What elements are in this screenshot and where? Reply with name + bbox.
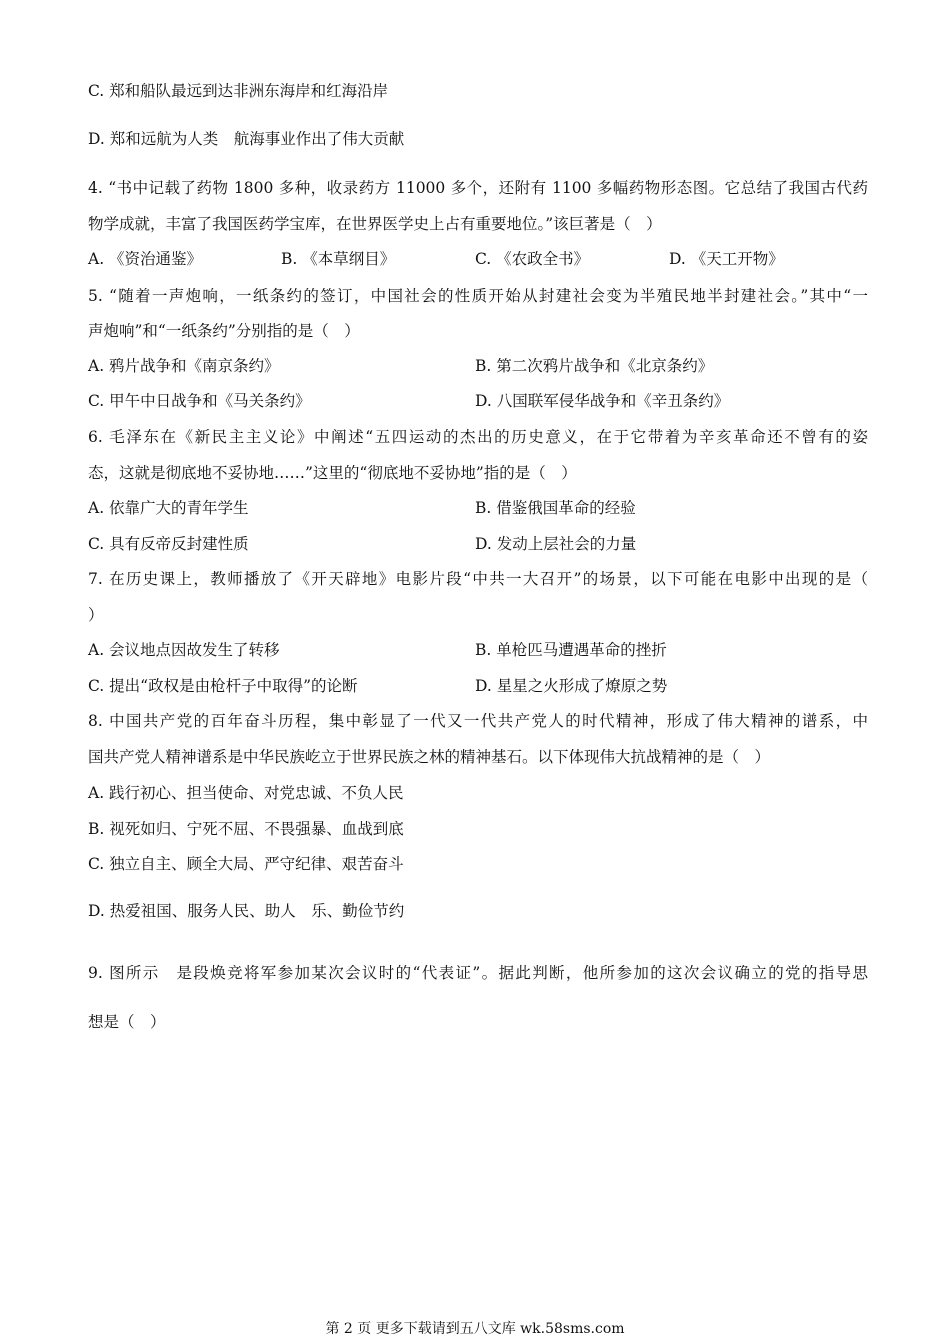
- q5-option-c: C. 甲午中日战争和《马关条约》: [88, 392, 311, 410]
- q4-option-b: B. 《本草纲目》: [281, 250, 396, 268]
- q7-option-a: A. 会议地点因故发生了转移: [88, 641, 280, 659]
- q6-option-a: A. 依靠广大的青年学生: [88, 499, 249, 517]
- q5-option-d: D. 八国联军侵华战争和《辛丑条约》: [475, 392, 730, 410]
- q5-option-b: B. 第二次鸦片战争和《北京条约》: [475, 357, 714, 375]
- q4-option-c: C. 《农政全书》: [475, 250, 590, 268]
- q5-stem-line-1: 5. “随着一声炮响，一纸条约的签订，中国社会的性质开始从封建社会变为半殖民地半封建社会。”其中“一: [88, 287, 868, 305]
- q7-stem-line-1: 7. 在历史课上，教师播放了《开天辟地》电影片段“中共一大召开”的场景，以下可能在电影中出现的是（: [88, 570, 868, 588]
- q9-stem-line-1: 9. 图所示 是段焕竞将军参加某次会议时的“代表证”。据此判断，他所参加的这次会议确立的党的指导思: [88, 964, 868, 982]
- q7-stem-line-2: ）: [88, 606, 104, 624]
- q8-option-b: B. 视死如归、宁死不屈、不畏强暴、血战到底: [88, 820, 404, 838]
- q8-stem-line-2: 国共产党人精神谱系是中华民族屹立于世界民族之林的精神基石。以下体现伟大抗战精神的是（ ）: [88, 748, 771, 766]
- q8-option-d: D. 热爱祖国、服务人民、助人 乐、勤俭节约: [88, 902, 405, 920]
- q3-option-d: D. 郑和远航为人类 航海事业作出了伟大贡献: [88, 130, 405, 148]
- q4-option-d: D. 《天工开物》: [669, 250, 784, 268]
- q6-stem-line-1: 6. 毛泽东在《新民主主义论》中阐述“五四运动的杰出的历史意义，在于它带着为辛亥革命还不曾有的姿: [88, 428, 868, 446]
- q4-stem-line-1: 4. “书中记载了药物 1800 多种，收录药方 11000 多个，还附有 1100 多幅药物形态图。它总结了我国古代药: [88, 179, 868, 197]
- q4-option-a: A. 《资治通鉴》: [88, 250, 203, 268]
- q6-stem-line-2: 态，这就是彻底地不妥协地……”这里的“彻底地不妥协地”指的是（ ）: [88, 464, 577, 482]
- q5-stem-line-2: 声炮响”和“一纸条约”分别指的是（ ）: [88, 322, 360, 340]
- q5-option-a: A. 鸦片战争和《南京条约》: [88, 357, 280, 375]
- q9-stem-line-2: 想是（ ）: [88, 1013, 166, 1031]
- q8-option-c: C. 独立自主、顾全大局、严守纪律、艰苦奋斗: [88, 855, 404, 873]
- q7-option-d: D. 星星之火形成了燎原之势: [475, 677, 668, 695]
- q4-stem-line-2: 物学成就，丰富了我国医药学宝库，在世界医学史上占有重要地位。”该巨著是（ ）: [88, 215, 662, 233]
- q6-option-b: B. 借鉴俄国革命的经验: [475, 499, 636, 517]
- q8-option-a: A. 践行初心、担当使命、对党忠诚、不负人民: [88, 784, 404, 802]
- q6-option-c: C. 具有反帝反封建性质: [88, 535, 249, 553]
- q7-option-c: C. 提出“政权是由枪杆子中取得”的论断: [88, 677, 358, 695]
- page-footer: 第 2 页 更多下载请到五八文库 wk.58sms.com: [325, 1321, 625, 1337]
- q6-option-d: D. 发动上层社会的力量: [475, 535, 637, 553]
- q8-stem-line-1: 8. 中国共产党的百年奋斗历程，集中彰显了一代又一代共产党人的时代精神，形成了伟大精神的谱系，中: [88, 712, 868, 730]
- q3-option-c: C. 郑和船队最远到达非洲东海岸和红海沿岸: [88, 82, 389, 100]
- q7-option-b: B. 单枪匹马遭遇革命的挫折: [475, 641, 667, 659]
